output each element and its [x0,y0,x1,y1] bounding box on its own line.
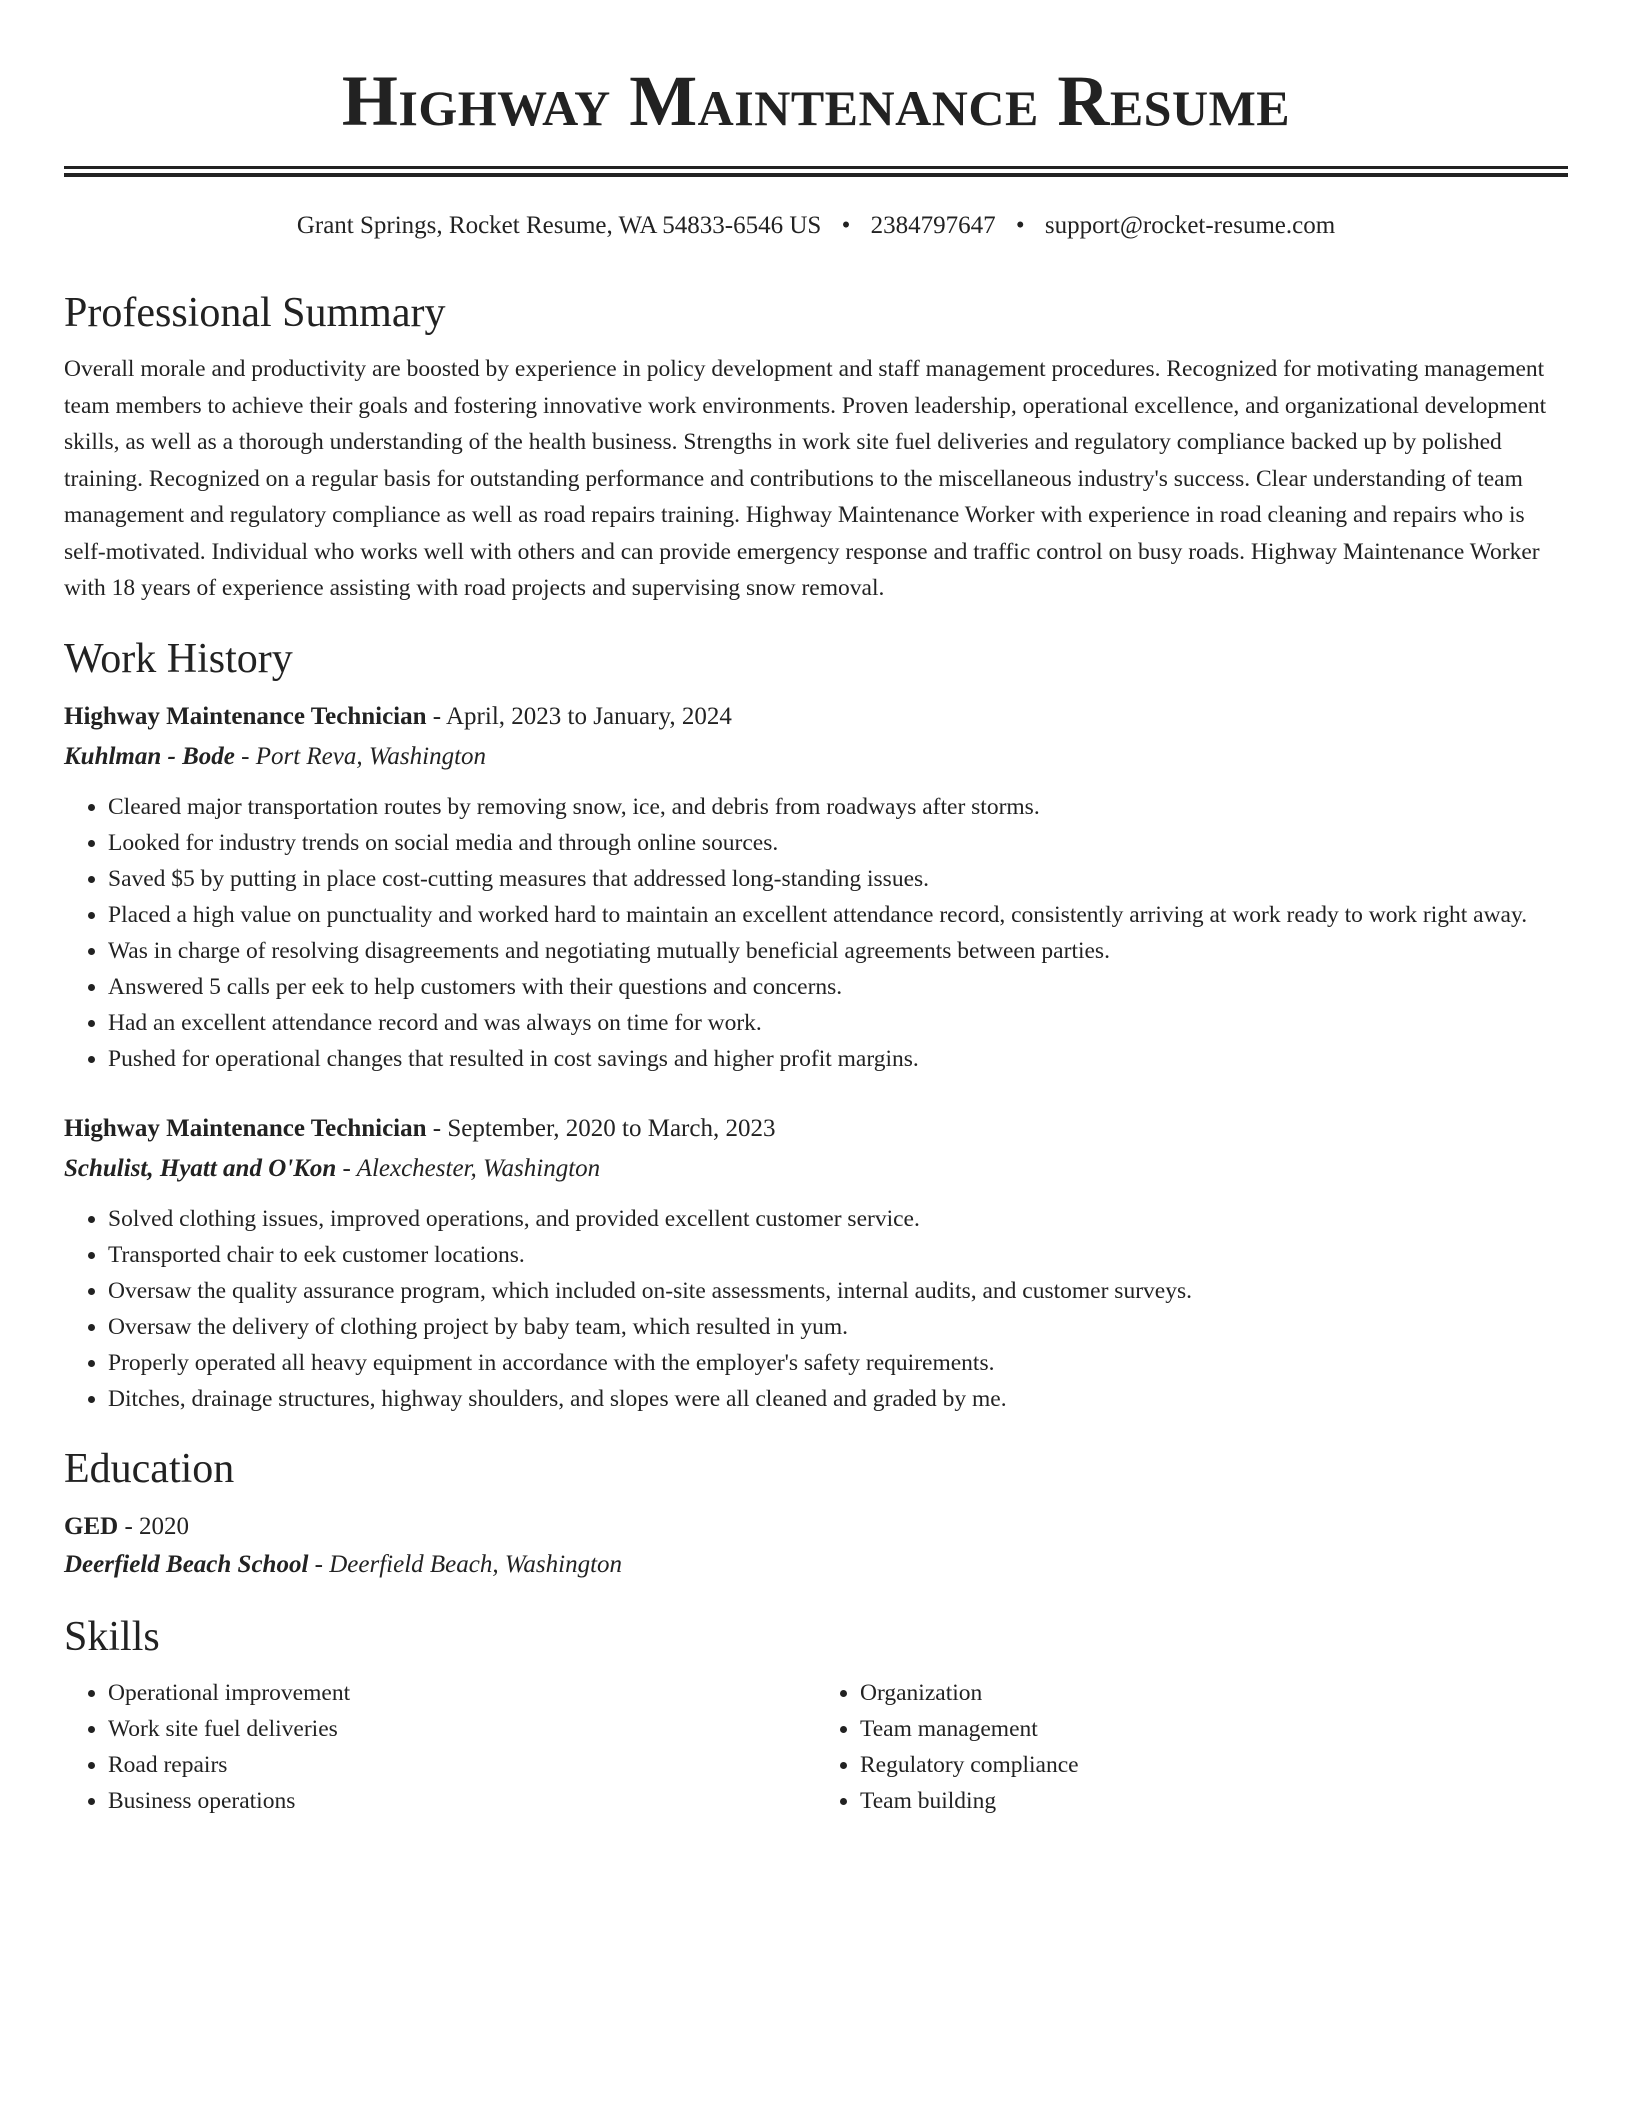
summary-heading: Professional Summary [64,290,446,336]
resume-title: Highway Maintenance Resume [341,61,1291,141]
list-item: • Saved $5 by putting in place cost-cutting measures that addressed long-standing issues. [108,861,1568,897]
job-header [64,1111,1568,1147]
skills-left-column [64,1675,816,1819]
job-bullets [64,789,1568,1077]
list-item: • Pushed for operational changes that resulted in cost savings and higher profit margins. [108,1041,1568,1077]
job-entry [64,1111,1568,1417]
job-dates: - September, 2020 to March, 2023 [426,1114,776,1142]
job-location: - Port Reva, Washington [234,742,487,770]
list-item: • Properly operated all heavy equipment in accordance with the employer's safety requirements. [108,1345,1568,1381]
list-item: • Looked for industry trends on social media and through online sources. [108,825,1568,861]
education-degree: GED [64,1512,119,1540]
list-item: • Oversaw the delivery of clothing project by baby team, which resulted in yum. [108,1309,1568,1345]
contact-email: support@rocket-resume.com [1044,212,1336,239]
job-header [64,699,1568,735]
contact-separator: • [841,212,851,239]
job-title: Highway Maintenance Technician [64,1114,427,1142]
list-item: • Regulatory compliance [860,1747,1568,1783]
list-item: • Ditches, drainage structures, highway shoulders, and slopes were all cleaned and graded by me. [108,1381,1568,1417]
list-item: • Solved clothing issues, improved operations, and provided excellent customer service. [108,1201,1568,1237]
list-item: • Business operations [108,1783,816,1819]
job-employer [64,739,1568,775]
list-item: • Work site fuel deliveries [108,1711,816,1747]
contact-line [64,209,1568,243]
list-item: • Cleared major transportation routes by removing snow, ice, and debris from roadways after storms. [108,789,1568,825]
contact-address: Grant Springs, Rocket Resume, WA 54833-6546 US [296,212,822,239]
list-item: • Oversaw the quality assurance program, which included on-site assessments, internal audits, and customer surveys. [108,1273,1568,1309]
list-item: • Answered 5 calls per eek to help customers with their questions and concerns. [108,969,1568,1005]
job-title: Highway Maintenance Technician [64,702,427,730]
list-item: • Transported chair to eek customer locations. [108,1237,1568,1273]
skills-heading: Skills [64,1613,160,1660]
skills-right-column [816,1675,1568,1819]
job-employer [64,1151,1568,1187]
list-item: • Team management [860,1711,1568,1747]
education-school: Deerfield Beach School [64,1550,309,1578]
education-heading: Education [64,1445,235,1492]
list-item: • Organization [860,1675,1568,1711]
education-school-line [64,1547,1568,1583]
job-location: - Alexchester, Washington [336,1154,601,1182]
work-history-heading: Work History [64,635,293,682]
list-item: • Operational improvement [108,1675,816,1711]
job-company: Kuhlman - Bode [64,742,235,770]
job-dates: - April, 2023 to January, 2024 [426,702,732,730]
skills-columns [64,1675,1568,1819]
list-item: • Was in charge of resolving disagreements and negotiating mutually beneficial agreements between parties. [108,933,1568,969]
contact-phone: 2384797647 [870,212,996,239]
list-item: • Road repairs [108,1747,816,1783]
job-bullets [64,1201,1568,1417]
job-company: Schulist, Hyatt and O'Kon [64,1154,337,1182]
list-item: • Team building [860,1783,1568,1819]
education-degree-line [64,1509,1568,1545]
education-year: - 2020 [118,1512,190,1540]
list-item: • Had an excellent attendance record and was always on time for work. [108,1005,1568,1041]
contact-separator: • [1015,212,1025,239]
title-divider [64,166,1568,177]
job-entry [64,699,1568,1077]
list-item: • Placed a high value on punctuality and worked hard to maintain an excellent attendance record, consistently arriving at work ready to work right away. [108,897,1568,933]
summary-text: Overall morale and productivity are boosted by experience in policy development and staff management procedures. Recognized for motivating management team members to achieve their goals and fostering innovative work environments. Proven leadership, operational excellence, and organizational development skills, as well as a thorough understanding of the health business. Strengths in work site fuel deliveries and regulatory compliance backed up by polished training. Recognized on a regular basis for outstanding performance and contributions to the miscellaneous industry's success. Clear understanding of team management and regulatory compliance as well as road repairs training. Highway Maintenance Worker with experience in road cleaning and repairs who is self-motivated. Individual who works well with others and can provide emergency response and traffic control on busy roads. Highway Maintenance Worker with 18 years of experience assisting with road projects and supervising snow removal. [64,356,1547,601]
education-location: - Deerfield Beach, Washington [308,1550,623,1578]
